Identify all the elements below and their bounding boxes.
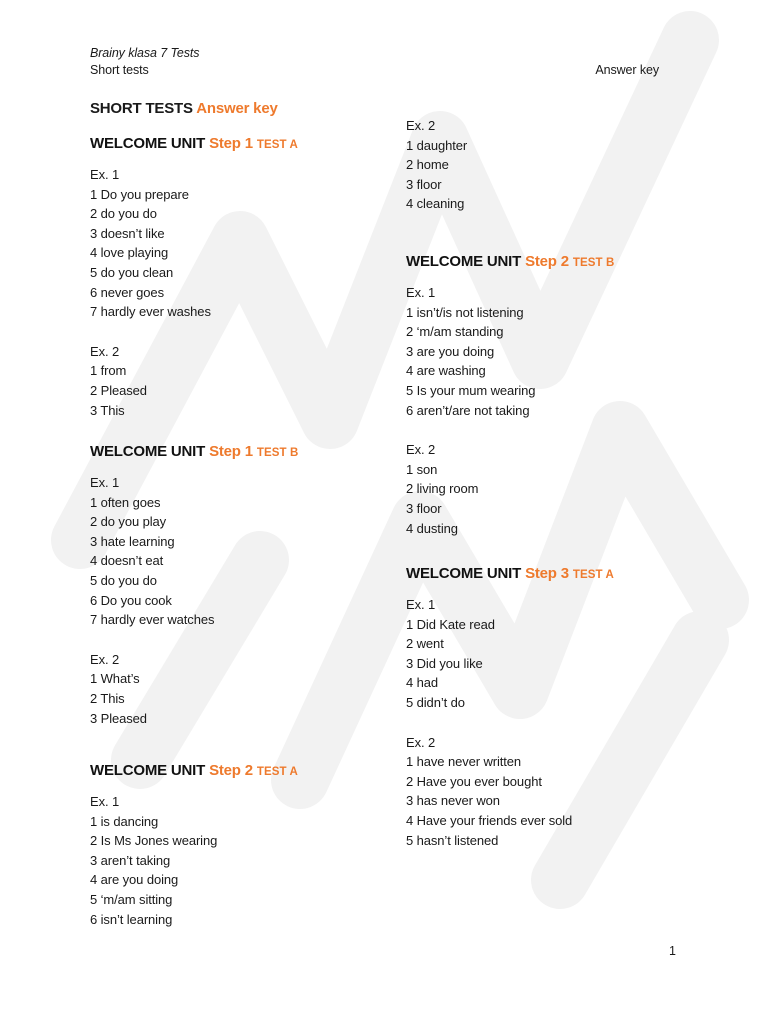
answer-item: 4 doesn’t eat xyxy=(90,553,164,569)
section-step2-test-a-continued xyxy=(406,106,706,214)
exercise-label: Ex. 1 xyxy=(406,285,436,300)
answer-item: 4 are washing xyxy=(406,363,486,379)
answer-item: 2 Pleased xyxy=(90,382,147,398)
exercise-1 xyxy=(406,595,706,713)
answer-item: 4 cleaning xyxy=(406,196,465,212)
answer-item: 1 have never written xyxy=(406,754,522,770)
exercise-1 xyxy=(406,283,706,420)
section-step1-test-a xyxy=(90,133,390,420)
answer-list xyxy=(406,303,706,421)
exercise-label: Ex. 2 xyxy=(406,442,436,458)
page-title-main: SHORT TESTS xyxy=(90,100,193,117)
answer-item: 2 This xyxy=(90,690,125,706)
book-title: Brainy klasa 7 Tests xyxy=(90,46,200,60)
answer-item: 3 This xyxy=(90,402,125,418)
answer-list xyxy=(90,669,390,728)
section-step2-test-a xyxy=(90,760,390,929)
exercise-label: Ex. 1 xyxy=(406,597,436,612)
answer-list xyxy=(90,185,390,322)
answer-item: 4 dusting xyxy=(406,520,458,536)
test-label: TEST A xyxy=(256,766,298,778)
answer-item: 2 Have you ever bought xyxy=(406,773,542,789)
answer-item: 3 hate learning xyxy=(90,533,175,549)
exercise-1 xyxy=(90,165,390,322)
exercise-2 xyxy=(406,733,706,851)
page-header xyxy=(90,45,199,79)
answer-item: 7 hardly ever watches xyxy=(90,612,215,628)
step-label: Step 2 xyxy=(209,762,253,779)
section-heading xyxy=(406,251,706,273)
test-label: TEST A xyxy=(256,139,298,151)
answer-item: 4 love playing xyxy=(90,245,169,261)
section-step1-test-b xyxy=(90,441,390,728)
step-label: Step 1 xyxy=(209,135,253,152)
exercise-label: Ex. 2 xyxy=(406,118,436,133)
step-label: Step 3 xyxy=(525,565,569,582)
answer-item: 7 hardly ever washes xyxy=(90,304,211,320)
answer-item: 1 from xyxy=(90,363,127,379)
unit-label: WELCOME UNIT xyxy=(406,565,522,582)
answer-item: 3 Pleased xyxy=(90,710,147,726)
page-number: 1 xyxy=(669,944,676,958)
step-label: Step 1 xyxy=(209,443,253,460)
answer-item: 5 hasn’t listened xyxy=(406,832,499,848)
test-label: TEST B xyxy=(256,447,299,459)
exercise-2 xyxy=(90,342,390,420)
answer-item: 5 Is your mum wearing xyxy=(406,382,536,398)
answer-item: 2 living room xyxy=(406,481,479,497)
answer-item: 1 Did Kate read xyxy=(406,616,495,632)
answer-list xyxy=(406,752,706,850)
answer-list xyxy=(90,493,390,630)
answer-item: 4 had xyxy=(406,675,439,691)
step-label: Step 2 xyxy=(525,253,569,270)
answer-item: 3 Did you like xyxy=(406,655,483,671)
answer-item: 4 are you doing xyxy=(90,872,179,888)
answer-item: 3 are you doing xyxy=(406,343,495,359)
section-heading xyxy=(90,441,390,463)
exercise-label: Ex. 2 xyxy=(90,651,120,667)
test-label: TEST B xyxy=(572,257,615,269)
unit-label: WELCOME UNIT xyxy=(90,135,206,152)
section-heading xyxy=(90,760,390,782)
section-step2-test-b xyxy=(406,251,706,538)
page-title-accent: Answer key xyxy=(196,100,278,117)
answer-item: 3 has never won xyxy=(406,793,500,809)
answer-item: 5 do you do xyxy=(90,572,157,588)
answer-item: 3 doesn’t like xyxy=(90,225,165,241)
answer-item: 2 ‘m/am standing xyxy=(406,324,504,340)
answer-item: 6 isn’t learning xyxy=(90,911,173,927)
answer-item: 1 son xyxy=(406,461,438,477)
answer-item: 1 isn’t/is not listening xyxy=(406,304,524,320)
exercise-label: Ex. 1 xyxy=(90,167,120,182)
header-subtitle: Short tests xyxy=(90,63,149,77)
answer-item: 6 Do you cook xyxy=(90,592,172,608)
answer-item: 5 didn’t do xyxy=(406,694,465,710)
answer-item: 1 often goes xyxy=(90,494,161,510)
exercise-2 xyxy=(406,440,706,538)
answer-item: 2 do you play xyxy=(90,514,167,530)
header-answer-key-label: Answer key xyxy=(595,63,659,77)
section-step3-test-a xyxy=(406,563,706,850)
answer-item: 3 aren’t taking xyxy=(90,852,171,868)
answer-item: 5 do you clean xyxy=(90,264,174,280)
answer-list xyxy=(406,615,706,713)
exercise-label: Ex. 2 xyxy=(406,734,436,750)
answer-item: 2 do you do xyxy=(90,206,157,222)
unit-label: WELCOME UNIT xyxy=(406,253,522,270)
answer-item: 2 home xyxy=(406,157,449,173)
answer-list xyxy=(406,460,706,538)
test-label: TEST A xyxy=(572,569,614,581)
exercise-1 xyxy=(90,473,390,630)
exercise-2 xyxy=(406,116,706,214)
exercise-label: Ex. 1 xyxy=(90,475,120,490)
answer-item: 3 floor xyxy=(406,500,442,516)
unit-label: WELCOME UNIT xyxy=(90,762,206,779)
unit-label: WELCOME UNIT xyxy=(90,443,206,460)
answer-list xyxy=(90,812,390,930)
answer-item: 2 Is Ms Jones wearing xyxy=(90,833,218,849)
exercise-label: Ex. 2 xyxy=(90,343,120,359)
answer-item: 6 aren’t/are not taking xyxy=(406,402,530,418)
answer-item: 1 is dancing xyxy=(90,813,159,829)
exercise-label: Ex. 1 xyxy=(90,794,120,809)
answer-list xyxy=(90,361,390,420)
answer-item: 3 floor xyxy=(406,176,442,192)
section-heading xyxy=(90,133,390,155)
answer-item: 6 never goes xyxy=(90,284,164,300)
answer-item: 5 ‘m/am sitting xyxy=(90,891,173,907)
exercise-2 xyxy=(90,650,390,728)
answer-item: 1 What’s xyxy=(90,671,140,687)
page-title xyxy=(90,99,278,119)
section-heading xyxy=(406,563,706,585)
answer-item: 4 Have your friends ever sold xyxy=(406,812,573,828)
exercise-1 xyxy=(90,792,390,929)
answer-item: 1 Do you prepare xyxy=(90,186,189,202)
answer-item: 1 daughter xyxy=(406,137,468,153)
answer-item: 2 went xyxy=(406,636,444,652)
answer-list xyxy=(406,136,706,214)
